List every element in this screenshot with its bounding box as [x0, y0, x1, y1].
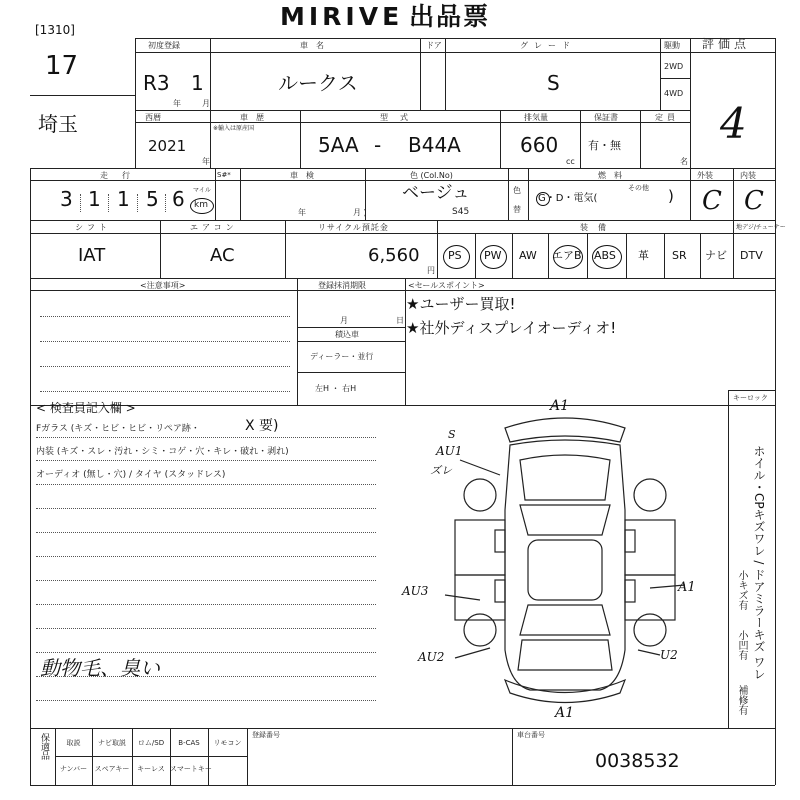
footer-item: スマートキー: [170, 765, 212, 773]
inspection-month-unit: 月 ): [353, 208, 367, 217]
cc-unit: cc: [566, 157, 575, 166]
header-title: [280, 2, 490, 32]
pickup-label: 積込車: [335, 330, 359, 339]
damage-mark: A1: [678, 580, 696, 595]
mile-unit: マイル: [193, 187, 211, 194]
lot-number: 17: [45, 51, 79, 81]
caution-label: <注意事項>: [140, 281, 186, 290]
first-reg-label: 初度登録: [148, 41, 180, 50]
fglass-mark: X 要): [245, 418, 279, 434]
damage-mark: AU1: [436, 444, 463, 458]
model-label: 型式: [380, 113, 420, 122]
expiry-month: 月: [340, 316, 348, 325]
color-label: 色 (Col.No): [410, 171, 453, 180]
footer-item: キーレス: [137, 765, 165, 773]
inspection-line: 内装 (キズ・スレ・汚れ・シミ・コゲ・穴・キレ・破れ・剥れ): [36, 447, 289, 457]
mileage-label: 走行: [100, 171, 144, 180]
damage-mark: S: [448, 428, 456, 441]
recycle-label: リサイクル預託金: [318, 223, 389, 232]
inspection-line: Fガラス (キズ・ヒビ・ヒビ・リペア跡・: [36, 424, 200, 434]
shift-label: シフト: [75, 223, 111, 232]
keylock-label: キーロック: [733, 394, 768, 402]
year-unit: 年: [173, 99, 181, 108]
prefecture: 埼玉: [38, 112, 78, 136]
color-value: ベージュ: [402, 183, 470, 203]
expiry-day: 日: [396, 316, 404, 325]
reg-month: 1: [191, 71, 204, 95]
warranty-value: 有・無: [588, 139, 621, 152]
footer-item: ナビ取説: [98, 739, 126, 747]
equipment-navi: ナビ: [705, 249, 727, 262]
damage-mark: A1: [555, 705, 575, 721]
mileage-digit: 1: [88, 187, 101, 211]
color-change-2: 替: [513, 205, 521, 214]
mileage-digit: 1: [117, 187, 130, 211]
color-no: S45: [452, 207, 470, 217]
equipment-ps: PS: [448, 249, 462, 262]
pickup-dealer: ディーラー・並行: [310, 352, 374, 361]
person-unit: 名: [680, 157, 688, 166]
equipment-abs: ABS: [594, 249, 616, 262]
handwritten-note: 動物毛、臭い: [40, 656, 160, 680]
footer-item: ロム/SD: [137, 739, 165, 747]
import-note: ※輸入は原産国: [213, 125, 255, 132]
era-year: R3: [143, 71, 170, 95]
inspection-line: オーディオ (無し・穴) / タイヤ (スタッドレス): [36, 470, 226, 480]
interior-label: 内装: [740, 171, 756, 180]
equipment-pw: PW: [484, 249, 502, 262]
car-name: ルークス: [278, 71, 358, 95]
footer-item: B-CAS: [178, 739, 200, 747]
docs-label: 保適品: [39, 733, 49, 760]
handle-side: 左H ・ 右H: [315, 384, 357, 393]
warranty-label: 保証書: [594, 113, 618, 122]
damage-mark: U2: [660, 648, 678, 662]
fuel-value: G・D・電気(: [538, 193, 598, 204]
interior-score: C: [744, 186, 764, 216]
damage-mark: ズレ: [430, 464, 452, 477]
capacity-label: 定員: [655, 113, 679, 122]
model-code: B44A: [408, 133, 461, 157]
model-prefix: 5AA: [318, 133, 359, 157]
recycle-value: 6,560: [368, 245, 420, 266]
lot-code: [1310]: [35, 23, 75, 37]
grade-label: グレード: [520, 41, 576, 50]
reg-no-label: 登録番号: [252, 731, 280, 739]
mileage-digit: 3: [60, 187, 73, 211]
displacement: 660: [520, 133, 559, 157]
equipment-dtv: DTV: [740, 249, 763, 262]
fuel-close: ): [668, 187, 674, 205]
equipment-aw: AW: [519, 249, 537, 262]
mileage-digit: 5: [146, 187, 159, 211]
mileage-digit: 6: [172, 187, 185, 211]
model-year: 2021: [148, 137, 187, 155]
fuel-other: その他: [628, 184, 649, 192]
drive-4wd: 4WD: [664, 89, 684, 98]
sales-point-label: <セールスポイント>: [408, 281, 485, 290]
damage-mark: AU3: [402, 584, 429, 598]
yen-unit: 円: [427, 266, 435, 275]
model-dash: -: [374, 133, 382, 157]
shift-value: IAT: [78, 245, 106, 266]
car-diagram: [420, 400, 720, 730]
fuel-label: 燃料: [598, 171, 630, 180]
reg-expiry-label: 登録抹消期限: [318, 281, 366, 290]
inspection-title: < 検査員記入欄 >: [36, 401, 136, 415]
equipment-airbag: エアB: [552, 249, 582, 262]
inspection-year-unit: 年: [298, 208, 306, 217]
aircon-label: エアコン: [190, 223, 238, 232]
form-title: 出品票: [409, 2, 491, 31]
repair-mark: 補修有: [736, 685, 747, 715]
km-unit: km: [194, 200, 208, 210]
drive-label: 駆動: [664, 41, 680, 50]
grade: S: [547, 71, 560, 95]
color-change-1: 色: [513, 186, 521, 195]
score-label: 評価点: [702, 37, 751, 51]
sales-point: ★ユーザー買取!: [406, 295, 516, 313]
drive-2wd: 2WD: [664, 62, 684, 71]
car-name-label: 車名: [300, 41, 332, 50]
tv-label: 地デジ/チューナー: [736, 224, 786, 231]
brand-name: MIRIVE: [280, 2, 404, 31]
footer-item: リモコン: [213, 739, 242, 747]
sidebar-vertical-text: ホイル・CPキズワレ / ドアミラーキズ ワレ: [752, 445, 766, 681]
west-year-label: 西暦: [145, 113, 161, 122]
small-scratch: 小キズ有: [736, 570, 747, 610]
equipment-sr: SR: [672, 249, 687, 262]
chassis-label: 車歴: [240, 113, 272, 122]
damage-mark: AU2: [418, 650, 445, 664]
footer-item: 取説: [66, 739, 81, 747]
score-value: 4: [720, 99, 747, 148]
aircon-value: AC: [210, 245, 235, 266]
exterior-score: C: [702, 186, 722, 216]
sales-point: ★社外ディスプレイオーディオ!: [406, 319, 617, 337]
chassis-no-label: 車台番号: [517, 731, 545, 739]
year-unit-2: 年: [202, 157, 210, 166]
footer-item: ナンバー: [59, 765, 88, 773]
displacement-label: 排気量: [524, 113, 548, 122]
footer-item: スペアキー: [94, 765, 130, 773]
meter-swap-label: S#*: [217, 171, 231, 179]
door-label: ドア: [426, 41, 442, 50]
inspection-label: 車検: [290, 171, 322, 180]
small-dent: 小凹有: [736, 630, 747, 660]
damage-mark: A1: [550, 398, 570, 414]
equipment-label: 装備: [580, 223, 616, 232]
equipment-leather: 革: [638, 249, 649, 262]
month-unit: 月: [202, 99, 210, 108]
chassis-no: 0038532: [595, 750, 680, 772]
exterior-label: 外装: [697, 171, 713, 180]
